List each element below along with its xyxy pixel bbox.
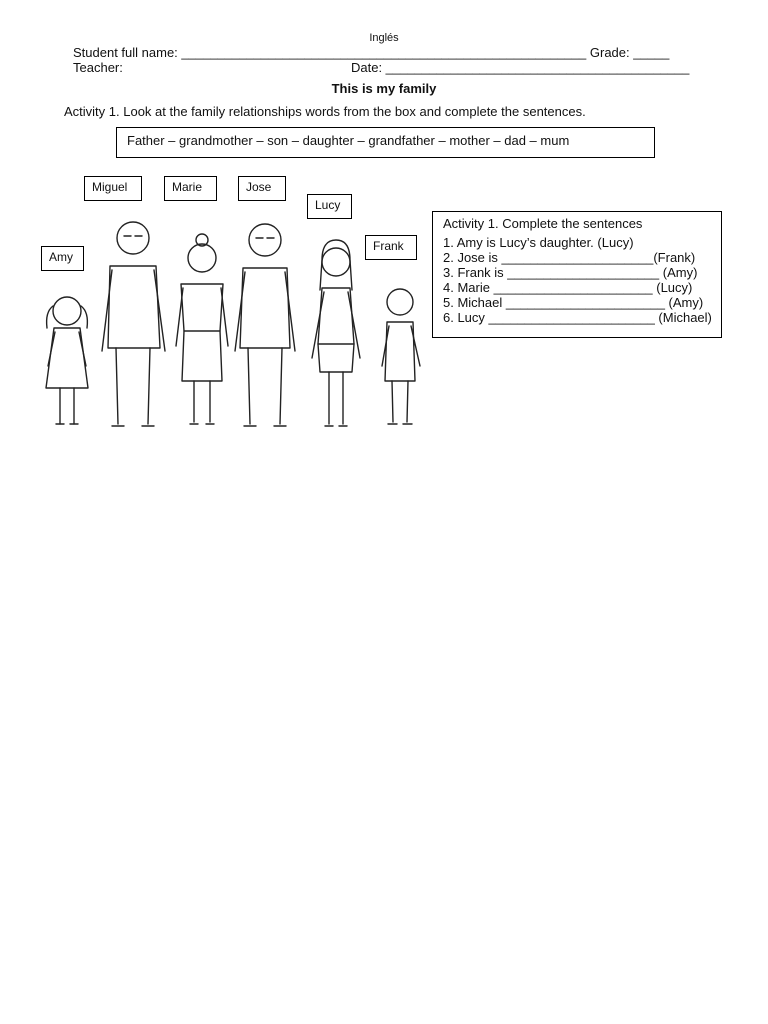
name-label-frank: Frank [365,235,417,260]
name-label-amy: Amy [41,246,84,271]
activity-heading: Activity 1. Complete the sentences [443,216,643,231]
name-label-jose: Jose [238,176,286,201]
sentence-item: 3. Frank is _____________________ (Amy) [443,265,698,280]
word-bank-box: Father – grandmother – son – daughter – grandfather – mother – dad – mum [116,127,655,158]
name-label-miguel: Miguel [84,176,142,201]
activity-instruction: Activity 1. Look at the family relationships words from the box and complete the sentences. [64,104,586,119]
name-label-marie: Marie [164,176,217,201]
sentence-item: 5. Michael ______________________ (Amy) [443,295,704,310]
student-name-line: Student full name: ________________________________________________________ Grade: _____ [73,45,670,60]
sentence-item: 4. Marie ______________________ (Lucy) [443,280,693,295]
complete-sentences-box [432,211,722,338]
sentence-item: 6. Lucy _______________________ (Michael) [443,310,712,325]
figure-lucy [312,240,360,426]
sentence-item: 1. Amy is Lucy’s daughter. (Lucy) [443,235,634,250]
subject-label: Inglés [369,32,399,44]
figure-miguel [102,222,165,426]
figure-frank [382,289,420,424]
teacher-label: Teacher: [73,60,123,75]
name-label-lucy: Lucy [307,194,352,219]
date-line: Date: __________________________________________ [351,60,690,75]
figure-marie [176,234,228,424]
figure-amy [46,297,88,424]
figure-jose [235,224,295,426]
family-illustration [36,216,436,436]
worksheet-title: This is my family [331,81,437,96]
sentence-item: 2. Jose is _____________________(Frank) [443,250,696,265]
